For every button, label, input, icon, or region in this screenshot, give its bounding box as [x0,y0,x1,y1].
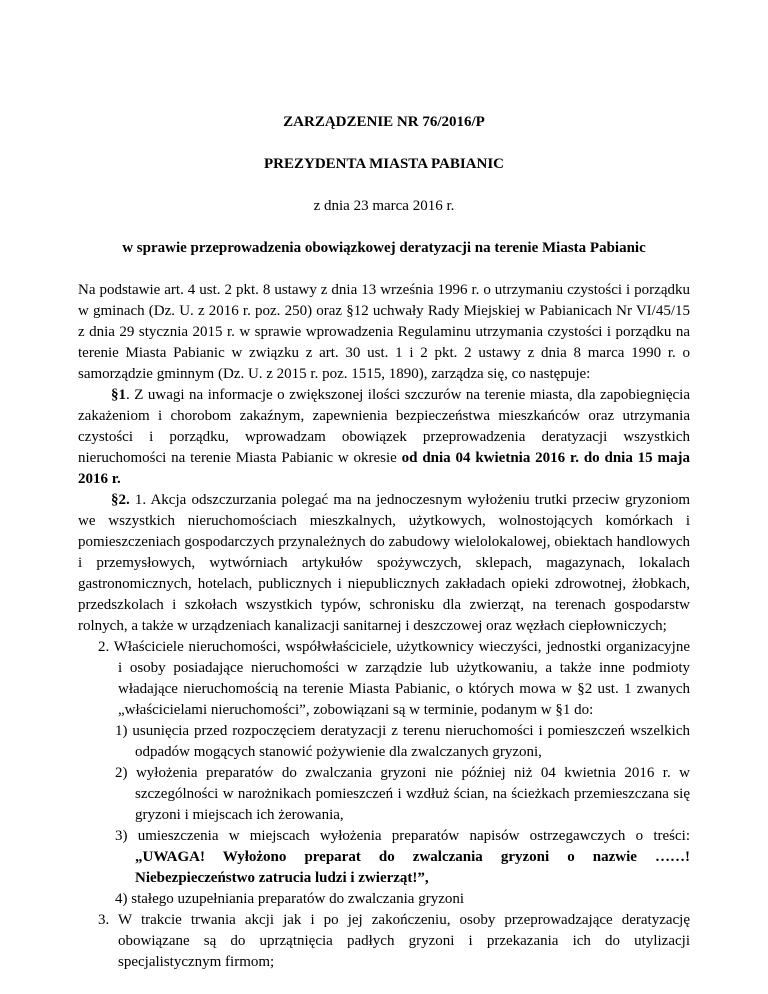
section-2-subpoint-3 [115,826,690,889]
document-subject: w sprawie przeprowadzenia obowiązkowej deratyzacji na terenie Miasta Pabianic [122,240,646,256]
section-2-subpoint-4: 4) stałego uzupełniania preparatów do zwalczania gryzoni [115,891,465,907]
section-2-label: §2. [111,492,130,508]
section-1-period: od dnia 04 kwietnia 2016 r. do dnia 15 maja 2016 r. [78,450,690,487]
section-1-text: . Z uwagi na informacje o zwiększonej ilości szczurów na terenie miasta, dla zapobiegnięcia zakażeniom i chorobom zakaźnym, zapewnienia bezpieczeństwa mieszkańców oraz utrzymania czystości i porządku, wprowadzam obowiązek przeprowadzenia deratyzacji wszystkich nieruchomości na terenie Miasta Pabianic w okresie [78,387,690,466]
section-2-point-1-text: 1. Akcja odszczurzania polegać ma na jednoczesnym wyłożeniu trutki przeciw gryzoniom we wszystkich nieruchomościach mieszkalnych, użytkowych, wolnostojących komórkach i pomieszczeniach gospodarczych przynależnych do zabudowy wielolokalowej, obiektach handlowych i przemysłowych, wytwórniach artykułów spożywczych, sklepach, magazynach, lokalach gastronomicznych, hotelach, publicznych i niepublicznych zakładach opieki zdrowotnej, żłobkach, przedszkolach i szkołach wszystkich typów, schronisku dla zwierząt, na terenach gospodarstw rolnych, a także w urządzeniach kanalizacji sanitarnej i deszczowej oraz węzłach ciepłowniczych; [78,492,690,634]
section-2-subpoint-1: 1) usunięcia przed rozpoczęciem deratyzacji z terenu nieruchomości i pomieszczeń wszelkich odpadów mogących stanowić pożywienie dla zwalczanych gryzoni, [115,723,690,760]
document-title: ZARZĄDZENIE NR 76/2016/P [283,114,485,130]
section-2-point-2: 2. Właściciele nieruchomości, współwłaściciele, użytkownicy wieczyści, jednostki organizacyjne i osoby posiadające nieruchomości w zarządzie lub użytkowaniu, a także inne podmioty władające nieruchomością na terenie Miasta Pabianic, o których mowa w §2 ust. 1 zwanych „właścicielami nieruchomości”, zobowiązani są w terminie, podanym w §1 do: [98,639,690,718]
section-2-point-3: 3. W trakcie trwania akcji jak i po jej zakończeniu, osoby przeprowadzające deratyzację obowiązane są do uprzątnięcia padłych gryzoni i przekazania ich do utylizacji specjalistycznym firmom; [98,912,690,970]
subpoint-3-intro: 3) umieszczenia w miejscach wyłożenia preparatów napisów ostrzegawczych o treści: [115,828,690,844]
issuer-heading: PREZYDENTA MIASTA PABIANIC [263,156,505,172]
section-2-paragraph-1 [78,490,690,637]
section-1-paragraph [78,385,690,490]
warning-notice-text: „UWAGA! Wyłożono preparat do zwalczania gryzoni o nazwie ……! Niebezpieczeństwo zatrucia ludzi i zwierząt!”, [135,849,690,886]
section-1-label: §1 [111,387,126,403]
document-date: z dnia 23 marca 2016 r. [313,198,455,214]
section-2-subpoint-2: 2) wyłożenia preparatów do zwalczania gryzoni nie później niż 04 kwietnia 2016 r. w szczególności w narożnikach pomieszczeń i wzdłuż ścian, na ścieżkach przemieszczana się gryzoni i miejscach ich żerowania, [115,765,690,823]
preamble-paragraph: Na podstawie art. 4 ust. 2 pkt. 8 ustawy z dnia 13 września 1996 r. o utrzymaniu czystości i porządku w gminach (Dz. U. z 2016 r. poz. 250) oraz §12 uchwały Rady Miejskiej w Pabianicach Nr VI/45/15 z dnia 29 stycznia 2015 r. w sprawie wprowadzenia Regulaminu utrzymania czystości i porządku na terenie Miasta Pabianic w związku z art. 30 ust. 1 i 2 pkt. 2 ustawy z dnia 8 marca 1990 r. o samorządzie gminnym (Dz. U. z 2015 r. poz. 1515, 1890), zarządza się, co następuje: [78,282,690,382]
